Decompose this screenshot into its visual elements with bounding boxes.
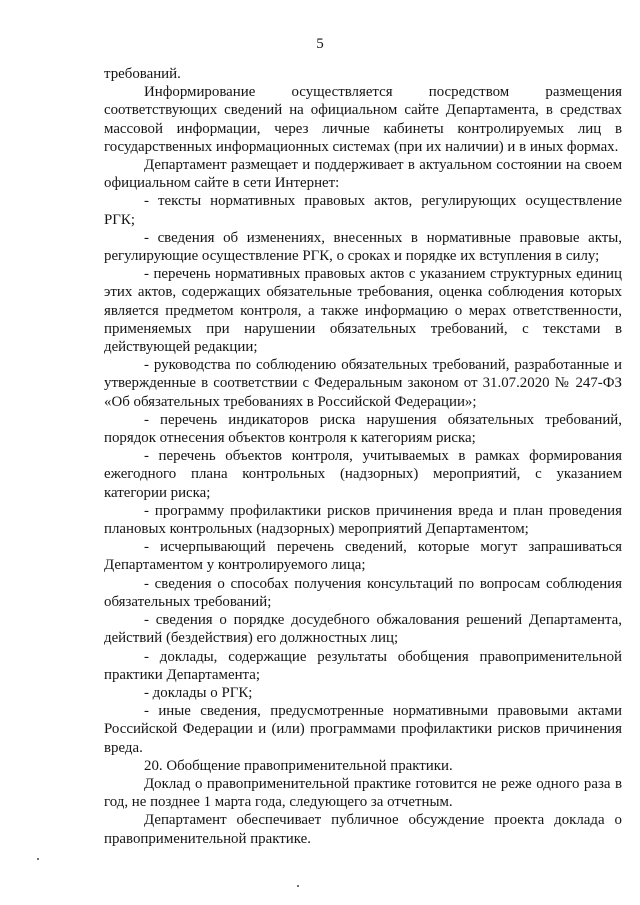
- paragraph: - программу профилактики рисков причинения вреда и план проведения плановых контрольных (надзорных) мероприятий Департаментом;: [104, 502, 622, 538]
- paragraph: - иные сведения, предусмотренные нормативными правовыми актами Российской Федерации и (или) программами профилактики рисков причинения вреда.: [104, 703, 622, 756]
- document-body: [104, 65, 622, 848]
- paragraph: - тексты нормативных правовых актов, регулирующих осуществление РГК;: [104, 193, 622, 228]
- page-number: 5: [316, 36, 324, 52]
- paragraph: - перечень нормативных правовых актов с указанием структурных единиц этих актов, содержащих обязательные требования, оценка соблюдения которых является предметом контроля, а также информацию о мерах ответственности, применяемых при нарушении обязательных требований, с текстами в действующей редакции;: [104, 266, 622, 356]
- paragraph: - исчерпывающий перечень сведений, которые могут запрашиваться Департаментом у контролируемого лица;: [104, 539, 622, 574]
- paragraph: - руководства по соблюдению обязательных требований, разработанные и утвержденные в соответствии с Федеральным законом от 31.07.2020 № 247-ФЗ «Об обязательных требованиях в Российской Федерации»;: [104, 357, 622, 410]
- paragraph: - перечень объектов контроля, учитываемых в рамках формирования ежегодного плана контрольных (надзорных) мероприятий, с указанием категории риска;: [104, 448, 622, 501]
- paragraph: Информирование осуществляется посредством размещения соответствующих сведений на официальном сайте Департамента, в средствах массовой информации, через личные кабинеты контролируемых лиц в государственных информационных системах (при их наличии) и в иных формах.: [104, 84, 622, 155]
- paragraph: - доклады, содержащие результаты обобщения правоприменительной практики Департамента;: [104, 648, 622, 683]
- paragraph: Департамент обеспечивает публичное обсуждение проекта доклада о правоприменительной практике.: [104, 812, 622, 847]
- paragraph: 20. Обобщение правоприменительной практики.: [144, 757, 453, 774]
- paragraph: - доклады о РГК;: [144, 684, 253, 701]
- paragraph: - сведения о порядке досудебного обжалования решений Департамента, действий (бездействия) его должностных лиц;: [104, 612, 622, 647]
- paragraph: Доклад о правоприменительной практике готовится не реже одного раза в год, не позднее 1 марта года, следующего за отчетным.: [104, 775, 622, 811]
- paragraph: - сведения об изменениях, внесенных в нормативные правовые акты, регулирующие осуществление РГК, о сроках и порядке их вступления в силу;: [104, 229, 622, 265]
- paragraph: - сведения о способах получения консультаций по вопросам соблюдения обязательных требований;: [104, 575, 622, 610]
- paragraph: - перечень индикаторов риска нарушения обязательных требований, порядок отнесения объектов контроля к категориям риска;: [104, 411, 622, 447]
- scan-speck: [37, 858, 39, 860]
- paragraph: Департамент размещает и поддерживает в актуальном состоянии на своем официальном сайте в сети Интернет:: [104, 157, 622, 192]
- scan-speck: [297, 885, 299, 887]
- paragraph: требований.: [104, 66, 181, 82]
